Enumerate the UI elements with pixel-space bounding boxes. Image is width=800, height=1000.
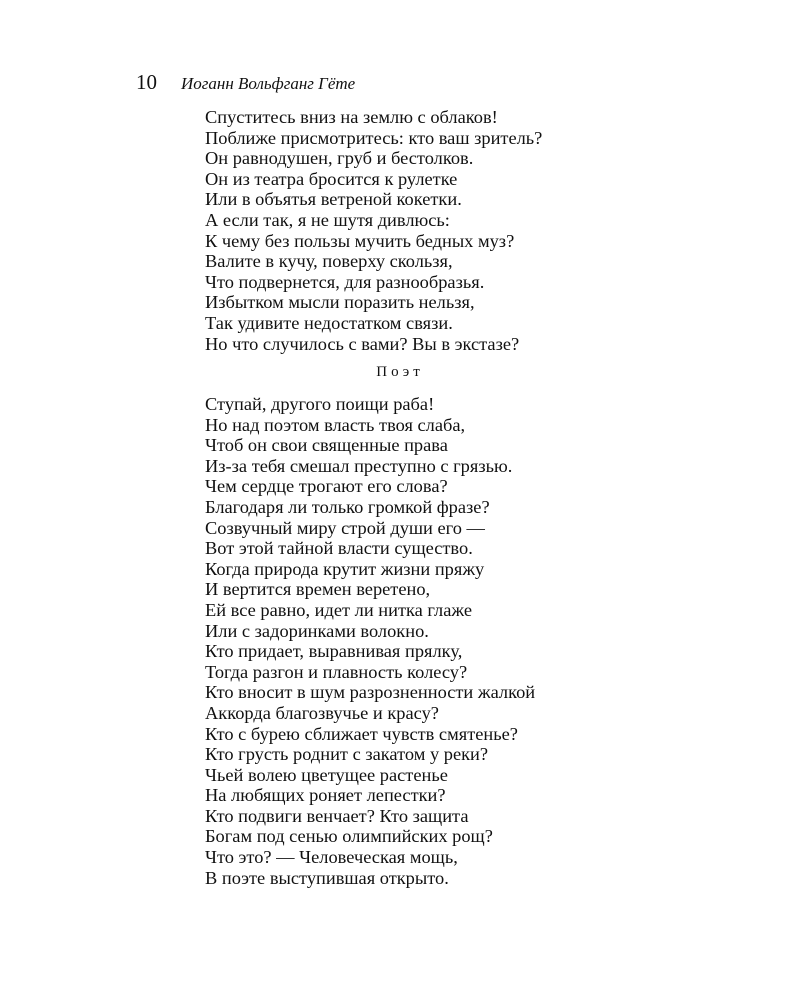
verse-line: Из-за тебя смешал преступно с грязью.	[205, 455, 513, 476]
running-head	[136, 70, 355, 96]
verse-line: Чем сердце трогают его слова?	[205, 476, 448, 497]
verse-line: Кто грусть роднит с закатом у реки?	[205, 744, 489, 765]
verse-line: Или в объятья ветреной кокетки.	[205, 189, 462, 210]
verse-line: На любящих роняет лепестки?	[205, 785, 446, 806]
verse-line: Аккорда благозвучье и красу?	[205, 702, 439, 723]
verse-line: Созвучный миру строй души его —	[205, 517, 485, 538]
verse-line: Ей все равно, идет ли нитка глаже	[205, 599, 472, 620]
page-number: 10	[136, 70, 157, 94]
verse-line: А если так, я не шутя дивлюсь:	[205, 209, 450, 230]
verse-line: Спуститесь вниз на землю с облаков!	[205, 107, 498, 127]
verse-line: Что это? — Человеческая мощь,	[205, 847, 458, 868]
verse-line: Валите в кучу, поверху скользя,	[205, 251, 453, 272]
verse-line: Чтоб он свои священные права	[205, 435, 448, 456]
verse-line: Поближе присмотритесь: кто ваш зритель?	[205, 127, 543, 148]
stanza-1	[205, 107, 542, 354]
verse-line: Так удивите недостатком связи.	[205, 312, 453, 333]
verse-line: Когда природа крутит жизни пряжу	[205, 558, 485, 579]
verse-line: Кто придает, выравнивая прялку,	[205, 641, 463, 662]
author-name: Иоганн Вольфганг Гёте	[181, 74, 356, 93]
verse-line: Он равнодушен, груб и бестолков.	[205, 148, 474, 169]
verse-line: Но что случилось с вами? Вы в экстазе?	[205, 333, 520, 354]
verse-line: Богам под сенью олимпийских рощ?	[205, 826, 493, 847]
verse-line: В поэте выступившая открыто.	[205, 867, 449, 888]
verse-line: Благодаря ли только громкой фразе?	[205, 496, 490, 517]
verse-line: Тогда разгон и плавность колесу?	[205, 661, 468, 682]
verse-line: Чьей волею цветущее растенье	[205, 764, 448, 785]
verse-line: И вертится времен веретено,	[205, 579, 431, 600]
verse-line: К чему без пользы мучить бедных муз?	[205, 230, 515, 251]
verse-line: Кто вносит в шум разрозненности жалкой	[205, 682, 536, 703]
verse-line: Ступай, другого поищи раба!	[205, 394, 435, 414]
verse-line: Кто с бурею сближает чувств смятенье?	[205, 723, 518, 744]
verse-line: Избытком мысли поразить нельзя,	[205, 292, 475, 313]
verse-line: Или с задоринками волокно.	[205, 620, 429, 641]
verse-line: Вот этой тайной власти существо.	[205, 538, 473, 559]
verse-line: Что подвернется, для разнообразья.	[205, 271, 485, 292]
speaker-name: Поэт	[376, 364, 424, 380]
stanza-2	[205, 394, 535, 888]
verse-line: Но над поэтом власть твоя слаба,	[205, 414, 466, 435]
verse-line: Кто подвиги венчает? Кто защита	[205, 805, 469, 826]
verse-line: Он из театра бросится к рулетке	[205, 168, 458, 189]
